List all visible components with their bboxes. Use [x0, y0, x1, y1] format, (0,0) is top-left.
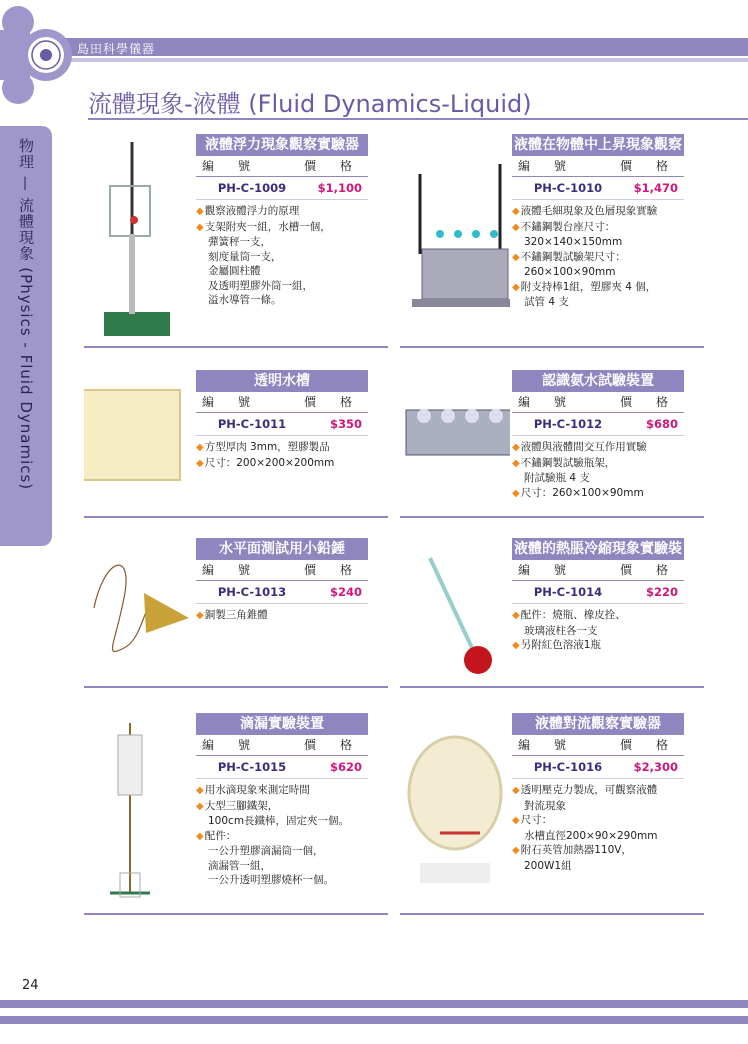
table-row: [196, 177, 368, 200]
description-line: [196, 844, 386, 859]
description-line: [196, 873, 386, 888]
code-header: 編 號: [202, 159, 251, 173]
description-line: [512, 486, 702, 502]
product-spec-table: [196, 560, 368, 604]
table-header: [196, 560, 368, 581]
product-price: $680: [645, 417, 678, 431]
diamond-bullet-icon: ◆: [512, 785, 520, 796]
footer-bar: [0, 1016, 748, 1024]
product-price: $220: [645, 585, 678, 599]
product-title: 液體浮力現象觀察實驗器: [196, 134, 368, 156]
card-bottom-rule: [400, 686, 704, 688]
product-image: [400, 713, 510, 913]
code-header: 編 號: [202, 395, 251, 409]
product-description: [196, 608, 386, 624]
card-bottom-rule: [400, 516, 704, 518]
description-text: 配件：燒瓶、橡皮拴、: [520, 609, 626, 621]
description-text: 附支持棒1組，塑膠夾 4 個，: [520, 280, 657, 293]
description-text: 不鏽鋼製試驗架尺寸：: [520, 250, 626, 263]
product-description: [512, 608, 702, 654]
product-title: 滴漏實驗裝置: [196, 713, 368, 735]
description-text: 附試驗瓶 4 支: [524, 472, 590, 484]
description-line: [512, 265, 702, 280]
description-text: 水槽直徑200×90×290mm: [524, 829, 658, 842]
product-card: [84, 370, 388, 518]
table-row: [196, 581, 368, 604]
diamond-bullet-icon: ◆: [196, 457, 204, 469]
description-text: 不鏽鋼製試驗瓶架，: [520, 456, 616, 469]
diamond-bullet-icon: ◆: [512, 487, 520, 499]
product-spec-table: [512, 560, 684, 604]
description-text: 用水滴現象來測定時間: [204, 784, 310, 796]
footer-bar: [0, 1000, 748, 1008]
description-line: [196, 608, 386, 624]
product-image: [84, 713, 194, 913]
description-line: [512, 220, 702, 236]
code-header: 編 號: [202, 738, 251, 752]
description-line: [512, 471, 702, 486]
description-line: [196, 235, 386, 250]
product-card: [400, 538, 704, 688]
description-line: [512, 783, 702, 799]
product-code: PH-C-1010: [533, 181, 603, 195]
table-header: [196, 392, 368, 413]
diamond-bullet-icon: ◆: [196, 442, 204, 453]
product-code: PH-C-1016: [533, 760, 603, 774]
product-card: [400, 370, 704, 518]
description-text: 液體與液體間交互作用實驗: [520, 441, 647, 453]
description-text: 對流現象: [524, 799, 566, 812]
description-text: 200W1組: [524, 859, 572, 872]
description-line: [512, 843, 702, 859]
price-header: 價 格: [620, 395, 669, 409]
description-text: 及透明塑膠外筒一組，: [208, 279, 313, 292]
code-header: 編 號: [518, 738, 567, 752]
product-spec-table: [512, 392, 684, 436]
product-image: [84, 538, 194, 738]
description-line: [512, 813, 702, 829]
description-line: [196, 783, 386, 799]
diamond-bullet-icon: ◆: [512, 281, 520, 293]
description-text: 彈簧秤一支，: [208, 236, 271, 248]
product-card: [400, 713, 704, 915]
table-header: [512, 735, 684, 756]
code-header: 編 號: [518, 563, 567, 577]
product-price: $620: [329, 760, 362, 774]
description-text: 另附紅色溶液1瓶: [520, 639, 601, 651]
description-text: 支架附夾一組，水槽一個，: [204, 220, 331, 233]
description-text: 100cm長鐵棒，固定夾一個。: [208, 815, 350, 827]
description-text: 試管 4 支: [524, 296, 569, 308]
description-text: 一公升透明塑膠燒杯一個。: [208, 874, 334, 886]
description-text: 溢水導管一條。: [208, 294, 282, 306]
table-row: [512, 756, 684, 779]
card-bottom-rule: [400, 346, 704, 348]
product-description: [196, 440, 386, 471]
description-text: 一公升塑膠滴漏筒一個，: [208, 845, 324, 857]
product-image: [400, 134, 510, 334]
description-text: 尺寸：200×200×200mm: [204, 456, 335, 469]
table-header: [196, 156, 368, 177]
product-price: $1,470: [633, 181, 678, 195]
description-text: 大型三腳鐵架，: [204, 799, 279, 812]
price-header: 價 格: [304, 563, 353, 577]
diamond-bullet-icon: ◆: [512, 221, 520, 233]
product-card: [400, 134, 704, 348]
description-line: [512, 456, 702, 472]
diamond-bullet-icon: ◆: [196, 800, 204, 812]
product-title: 認識氨水試驗裝置: [512, 370, 684, 392]
description-line: [512, 608, 702, 624]
product-spec-table: [196, 392, 368, 436]
description-line: [512, 250, 702, 266]
product-spec-table: [196, 735, 368, 779]
price-header: 價 格: [304, 159, 353, 173]
table-header: [512, 392, 684, 413]
product-description: [196, 204, 386, 308]
table-row: [512, 177, 684, 200]
description-line: [512, 859, 702, 874]
diamond-bullet-icon: ◆: [196, 610, 204, 621]
product-spec-table: [512, 735, 684, 779]
card-bottom-rule: [84, 346, 388, 348]
product-spec-table: [512, 156, 684, 200]
description-line: [196, 456, 386, 472]
diamond-bullet-icon: ◆: [196, 830, 204, 842]
product-description: [512, 440, 702, 501]
diamond-bullet-icon: ◆: [512, 845, 520, 856]
description-line: [196, 859, 386, 874]
product-price: $1,100: [317, 181, 362, 195]
product-card: [84, 713, 388, 915]
code-header: 編 號: [202, 563, 251, 577]
product-card: [84, 538, 388, 688]
product-card: [84, 134, 388, 348]
description-line: [512, 829, 702, 844]
description-line: [196, 829, 386, 845]
product-price: $240: [329, 585, 362, 599]
table-row: [512, 581, 684, 604]
diamond-bullet-icon: ◆: [196, 785, 204, 796]
header-accent-line: [0, 58, 748, 62]
diamond-bullet-icon: ◆: [512, 610, 520, 621]
description-text: 刻度量筒一支，: [208, 250, 282, 263]
description-text: 附石英管加熱器110V，: [520, 844, 632, 856]
product-title: 水平面測試用小鉛錘: [196, 538, 368, 560]
product-spec-table: [196, 156, 368, 200]
product-title: 液體對流觀察實驗器: [512, 713, 684, 735]
product-title: 透明水槽: [196, 370, 368, 392]
product-title: 液體在物體中上昇現象觀察器: [512, 134, 684, 156]
description-text: 260×100×90mm: [524, 266, 616, 278]
description-line: [196, 814, 386, 829]
page-number: 24: [22, 978, 39, 993]
description-text: 銅製三角錐體: [204, 609, 268, 621]
diamond-bullet-icon: ◆: [512, 251, 520, 263]
table-header: [512, 156, 684, 177]
title-underline: [88, 118, 748, 120]
table-row: [196, 413, 368, 436]
description-text: 320×140×150mm: [524, 236, 623, 248]
product-code: PH-C-1014: [533, 585, 603, 599]
description-line: [196, 250, 386, 265]
table-header: [196, 735, 368, 756]
description-line: [196, 279, 386, 294]
page-title: 流體現象-液體 (Fluid Dynamics-Liquid): [88, 90, 532, 118]
description-line: [196, 440, 386, 456]
table-row: [196, 756, 368, 779]
description-line: [512, 235, 702, 250]
description-line: [196, 204, 386, 220]
card-bottom-rule: [84, 913, 388, 915]
diamond-bullet-icon: ◆: [512, 815, 520, 826]
description-line: [512, 638, 702, 654]
description-line: [512, 295, 702, 310]
description-text: 滴漏管一組，: [208, 859, 271, 872]
product-title: 液體的熱脹冷縮現象實驗裝置: [512, 538, 684, 560]
product-price: $2,300: [633, 760, 678, 774]
diamond-bullet-icon: ◆: [196, 206, 204, 217]
diamond-bullet-icon: ◆: [512, 457, 520, 469]
description-line: [512, 799, 702, 814]
product-description: [512, 783, 702, 873]
description-text: 透明壓克力製成，可觀察液體: [520, 784, 658, 796]
code-header: 編 號: [518, 395, 567, 409]
table-row: [512, 413, 684, 436]
description-text: 尺寸：: [520, 814, 553, 826]
description-text: 配件：: [204, 829, 237, 842]
code-header: 編 號: [518, 159, 567, 173]
diamond-bullet-icon: ◆: [512, 640, 520, 651]
description-text: 金屬圓柱體: [208, 265, 261, 277]
description-line: [196, 220, 386, 236]
product-price: $350: [329, 417, 362, 431]
price-header: 價 格: [620, 563, 669, 577]
description-line: [196, 293, 386, 308]
description-text: 尺寸：260×100×90mm: [520, 486, 644, 499]
product-code: PH-C-1012: [533, 417, 603, 431]
diamond-bullet-icon: ◆: [196, 221, 204, 233]
price-header: 價 格: [620, 738, 669, 752]
price-header: 價 格: [304, 395, 353, 409]
product-image: [400, 538, 510, 738]
product-description: [196, 783, 386, 888]
card-bottom-rule: [84, 516, 388, 518]
logo-blob: [0, 0, 80, 110]
card-bottom-rule: [400, 913, 704, 915]
product-image: [84, 134, 194, 334]
card-bottom-rule: [84, 686, 388, 688]
product-description: [512, 204, 702, 310]
diamond-bullet-icon: ◆: [512, 442, 520, 453]
diamond-bullet-icon: ◆: [512, 206, 520, 217]
product-code: PH-C-1013: [217, 585, 287, 599]
description-line: [512, 280, 702, 296]
description-text: 玻璃液柱各一支: [524, 624, 598, 637]
description-line: [512, 624, 702, 639]
product-code: PH-C-1011: [217, 417, 287, 431]
description-line: [196, 799, 386, 815]
description-text: 不鏽鋼製台座尺寸：: [520, 220, 616, 233]
price-header: 價 格: [304, 738, 353, 752]
table-header: [512, 560, 684, 581]
brand-name: 島田科學儀器: [77, 42, 156, 56]
price-header: 價 格: [620, 159, 669, 173]
description-text: 液體毛細現象及色層現象實驗: [520, 205, 658, 217]
product-code: PH-C-1009: [217, 181, 287, 195]
description-line: [512, 204, 702, 220]
description-text: 方型厚肉 3mm，塑膠製品: [204, 441, 330, 453]
product-code: PH-C-1015: [217, 760, 287, 774]
description-line: [512, 440, 702, 456]
description-text: 觀察液體浮力的原理: [204, 205, 300, 217]
side-tab-label: 物理 — 流體現象 (Physics - Fluid Dynamics): [17, 138, 35, 491]
description-line: [196, 264, 386, 279]
